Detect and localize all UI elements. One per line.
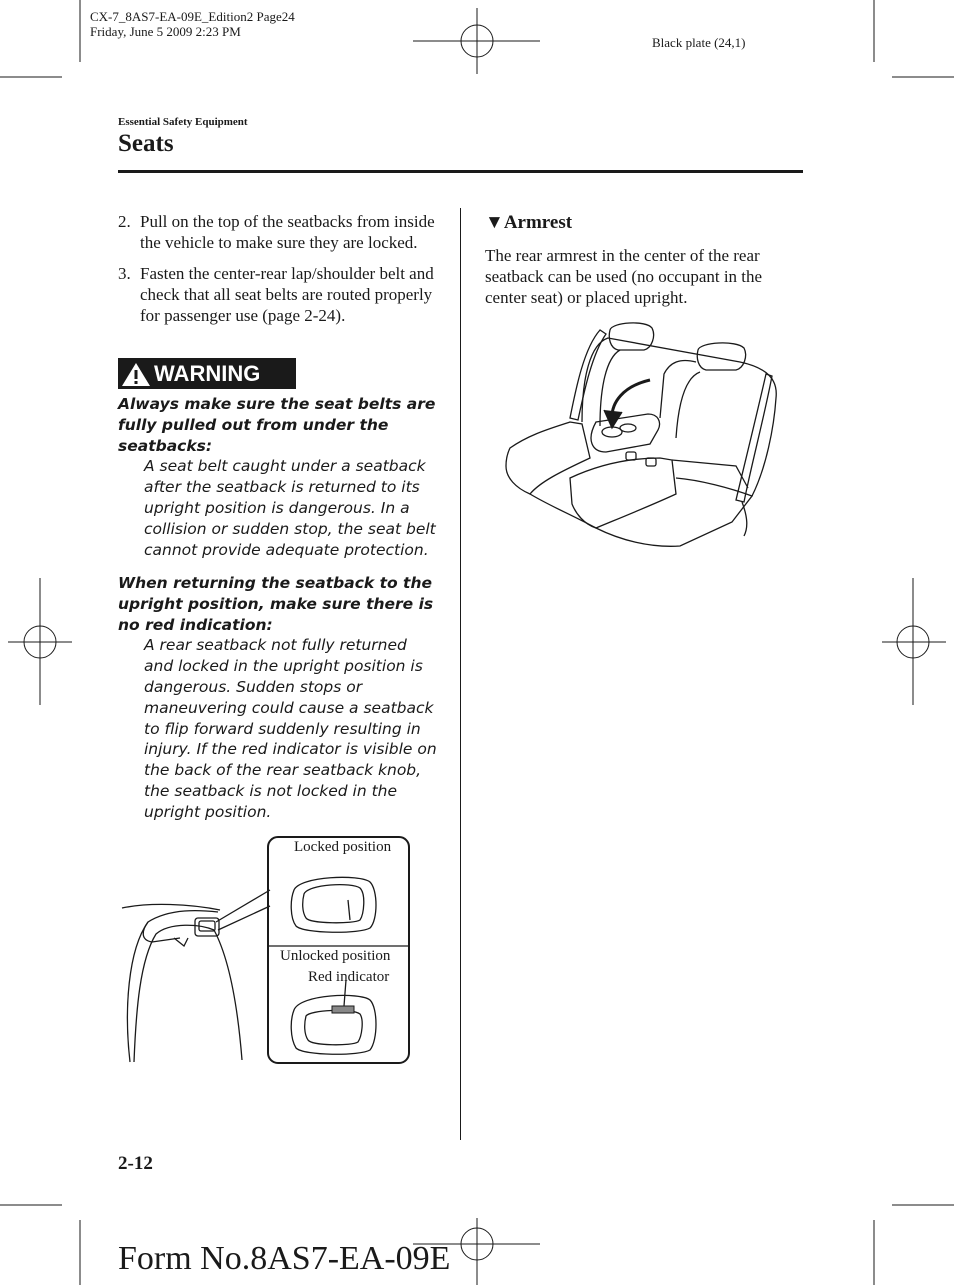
steps-list bbox=[118, 211, 440, 326]
step-text: Pull on the top of the seatbacks from inside the vehicle to make sure they are locked. bbox=[140, 212, 435, 252]
locked-position-label: Locked position bbox=[294, 839, 392, 855]
plate-label: Black plate (24,1) bbox=[652, 35, 746, 50]
armrest-heading bbox=[485, 212, 572, 234]
armrest-paragraph: The rear armrest in the center of the rear seatback can be used (no occupant in the center seat) or placed upright. bbox=[485, 246, 763, 307]
list-item bbox=[118, 211, 440, 253]
red-indicator-mark bbox=[332, 1006, 354, 1013]
step-text: Fasten the center-rear lap/shoulder belt and check that all seat belts are routed properly for passenger use (page 2-24). bbox=[140, 264, 434, 325]
header-rule bbox=[118, 170, 803, 173]
page-number: 2-12 bbox=[118, 1153, 153, 1174]
print-meta-date: Friday, June 5 2009 2:23 PM bbox=[90, 24, 241, 39]
form-number: Form No.8AS7-EA-09E bbox=[118, 1240, 451, 1277]
red-indicator-label: Red indicator bbox=[308, 969, 390, 985]
warning-lead: Always make sure the seat belts are fully pulled out from under the seatbacks: bbox=[118, 395, 436, 455]
warning-body: A rear seatback not fully returned and locked in the upright position is dangerous. Sudden stops or maneuvering could cause a seatback to flip forward suddenly resulting in injury. If the red indicator is visible on the back of the rear seatback knob, the seatback is not locked in the upright position. bbox=[144, 636, 437, 821]
warning-banner bbox=[118, 358, 296, 389]
warning-block-1 bbox=[118, 394, 440, 560]
page-title: Seats bbox=[118, 130, 174, 157]
list-item bbox=[118, 263, 440, 326]
warning-body: A seat belt caught under a seatback after the seatback is returned to its upright position is dangerous. In a collision or sudden stop, the seat belt cannot provide adequate protection. bbox=[144, 457, 436, 559]
section-label: Essential Safety Equipment bbox=[118, 116, 248, 128]
unlocked-position-label: Unlocked position bbox=[280, 948, 391, 964]
warning-lead: When returning the seatback to the upright position, make sure there is no red indication: bbox=[118, 574, 434, 634]
warning-block-2 bbox=[118, 573, 440, 823]
print-meta-file: CX-7_8AS7-EA-09E_Edition2 Page24 bbox=[90, 9, 295, 24]
warning-label: WARNING bbox=[154, 360, 261, 386]
print-meta bbox=[90, 9, 295, 39]
step-number: 3. bbox=[118, 264, 131, 283]
triangle-down-icon: ▼ bbox=[485, 212, 504, 233]
column-divider bbox=[460, 208, 461, 1140]
step-number: 2. bbox=[118, 212, 131, 231]
warning-triangle-icon bbox=[118, 360, 154, 388]
armrest-heading-text: Armrest bbox=[503, 212, 573, 233]
rear-armrest-illustration bbox=[500, 318, 790, 558]
